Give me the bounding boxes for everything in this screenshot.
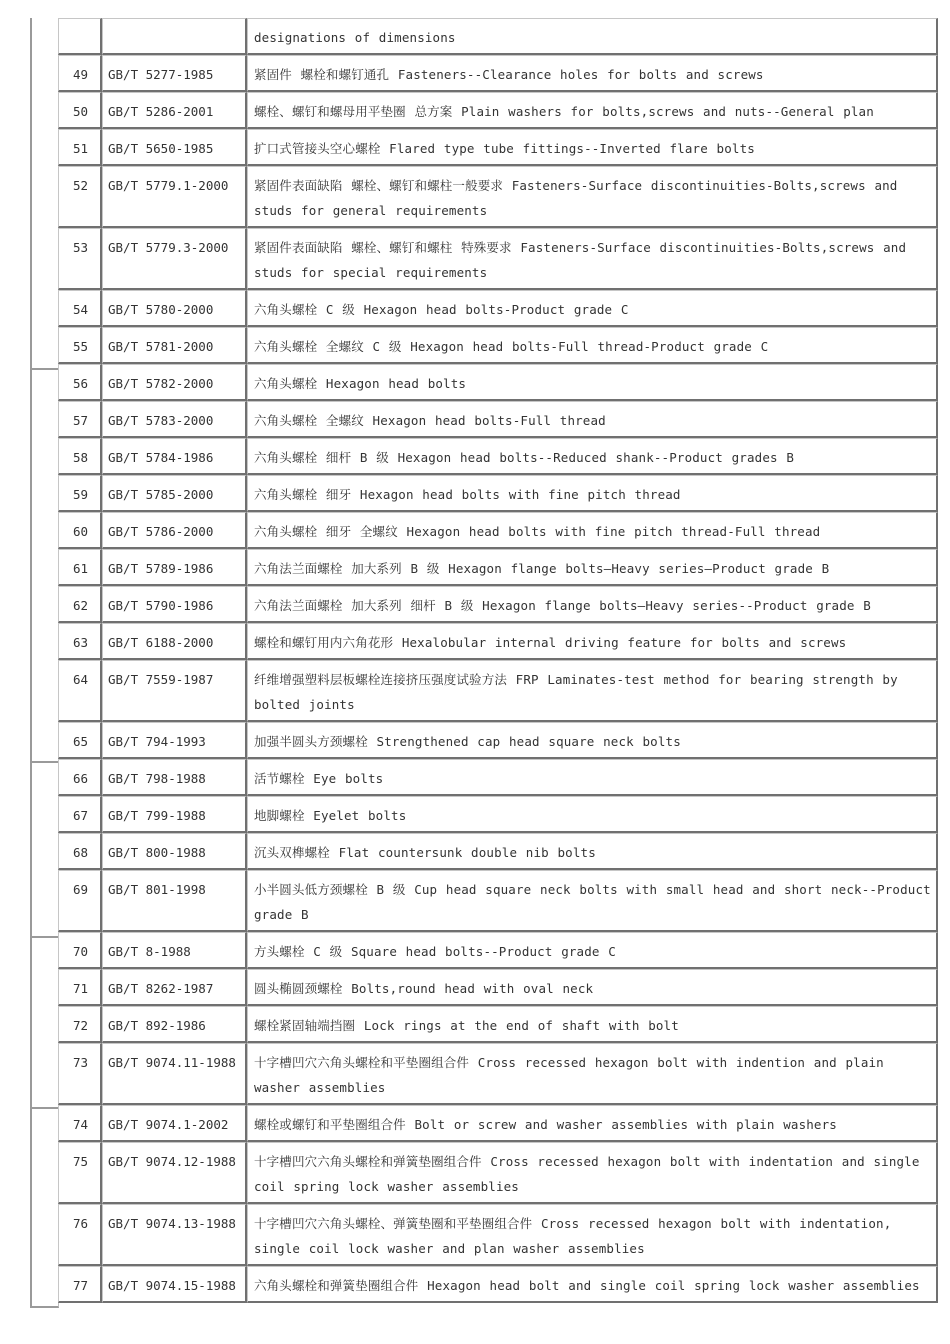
standard-code-cell <box>102 660 247 722</box>
row-number: 65 <box>72 734 89 749</box>
standard-code-cell <box>102 969 247 1006</box>
row-number <box>59 19 100 34</box>
row-number: 62 <box>72 598 89 613</box>
standard-title-cell <box>247 623 938 660</box>
standard-code: GB/T 6188-2000 <box>108 635 214 650</box>
standards-table <box>58 18 938 1303</box>
standard-title-cell <box>247 586 938 623</box>
standard-title-cell <box>247 759 938 796</box>
gutter-divider <box>30 761 58 763</box>
standard-title-cell <box>247 1204 938 1266</box>
row-number: 60 <box>72 524 89 539</box>
standard-title: 六角法兰面螺栓 加大系列 B 级 Hexagon flange bolts—Heavy series—Product grade B <box>254 561 830 576</box>
row-number: 68 <box>72 845 89 860</box>
row-number-cell <box>58 166 102 228</box>
row-number-cell <box>58 401 102 438</box>
table-row <box>58 969 938 1006</box>
standard-title: 六角头螺栓 C 级 Hexagon head bolts-Product grade C <box>254 302 629 317</box>
row-number: 63 <box>72 635 89 650</box>
standard-code: GB/T 9074.13-1988 <box>108 1216 236 1231</box>
table-row <box>58 1266 938 1303</box>
row-number-cell <box>58 55 102 92</box>
standard-code-cell <box>102 55 247 92</box>
standard-code-cell <box>102 1266 247 1303</box>
row-number: 58 <box>72 450 89 465</box>
standard-code: GB/T 9074.11-1988 <box>108 1055 236 1070</box>
row-number-cell <box>58 1266 102 1303</box>
gutter-divider <box>30 368 58 370</box>
row-number-cell <box>58 1204 102 1266</box>
standard-code-cell <box>102 1006 247 1043</box>
standard-title: 紧固件表面缺陷 螺栓、螺钉和螺柱 特殊要求 Fasteners-Surface discontinuities-Bolts,screws and studs for special requirements <box>254 240 907 280</box>
standard-code: GB/T 799-1988 <box>108 808 206 823</box>
standard-code: GB/T 5650-1985 <box>108 141 214 156</box>
standard-title: 六角头螺栓 细杆 B 级 Hexagon head bolts--Reduced shank--Product grades B <box>254 450 795 465</box>
row-number-cell <box>58 129 102 166</box>
row-number-cell <box>58 92 102 129</box>
standard-title-cell <box>247 1006 938 1043</box>
row-number: 57 <box>72 413 89 428</box>
table-row <box>58 166 938 228</box>
standard-code-cell <box>102 932 247 969</box>
standard-code-cell <box>102 92 247 129</box>
row-number-cell <box>58 327 102 364</box>
standard-code-cell <box>102 129 247 166</box>
row-number-cell <box>58 1006 102 1043</box>
standard-title: 六角头螺栓 Hexagon head bolts <box>254 376 467 391</box>
row-number: 50 <box>72 104 89 119</box>
row-number: 69 <box>72 882 89 897</box>
table-row <box>58 586 938 623</box>
standard-code <box>103 19 245 34</box>
standard-code: GB/T 798-1988 <box>108 771 206 786</box>
standard-code: GB/T 794-1993 <box>108 734 206 749</box>
standard-code: GB/T 8262-1987 <box>108 981 214 996</box>
standard-code-cell <box>102 1105 247 1142</box>
standard-title-cell <box>247 932 938 969</box>
table-row <box>58 228 938 290</box>
row-number-cell <box>58 1043 102 1105</box>
standard-title: 螺栓或螺钉和平垫圈组合件 Bolt or screw and washer assemblies with plain washers <box>254 1117 837 1132</box>
standard-title: 螺栓和螺钉用内六角花形 Hexalobular internal driving feature for bolts and screws <box>254 635 847 650</box>
standard-title: designations of dimensions <box>254 30 456 45</box>
table-row <box>58 290 938 327</box>
standard-code-cell <box>102 833 247 870</box>
row-number: 75 <box>72 1154 89 1169</box>
table-row <box>58 327 938 364</box>
standard-code: GB/T 5782-2000 <box>108 376 214 391</box>
table-row <box>58 1142 938 1204</box>
standard-code-cell <box>102 166 247 228</box>
row-number-cell <box>58 512 102 549</box>
row-number-cell <box>58 833 102 870</box>
standard-code: GB/T 8-1988 <box>108 944 191 959</box>
standard-title-cell <box>247 660 938 722</box>
row-number: 70 <box>72 944 89 959</box>
standard-code: GB/T 5779.1-2000 <box>108 178 229 193</box>
row-number-cell <box>58 549 102 586</box>
standard-title-cell <box>247 228 938 290</box>
row-number-cell <box>58 759 102 796</box>
table-row <box>58 475 938 512</box>
table-row <box>58 623 938 660</box>
standard-code: GB/T 5785-2000 <box>108 487 214 502</box>
standard-code-cell <box>102 327 247 364</box>
standard-title: 紧固件表面缺陷 螺栓、螺钉和螺柱一般要求 Fasteners-Surface discontinuities-Bolts,screws and studs for general requirements <box>254 178 898 218</box>
standard-title: 六角头螺栓 细牙 全螺纹 Hexagon head bolts with fine pitch thread-Full thread <box>254 524 821 539</box>
standard-code: GB/T 9074.15-1988 <box>108 1278 236 1293</box>
standard-title-cell <box>247 796 938 833</box>
row-number-cell <box>58 1142 102 1204</box>
table-row <box>58 660 938 722</box>
standard-title-cell <box>247 1142 938 1204</box>
gutter-divider <box>30 936 58 938</box>
standard-title: 十字槽凹穴六角头螺栓和平垫圈组合件 Cross recessed hexagon bolt with indention and plain washer assemblies <box>254 1055 884 1095</box>
standard-title: 沉头双榫螺栓 Flat countersunk double nib bolts <box>254 845 596 860</box>
row-number: 76 <box>72 1216 89 1231</box>
standard-title-cell <box>247 549 938 586</box>
row-number-cell <box>58 932 102 969</box>
table-row <box>58 512 938 549</box>
table-row <box>58 129 938 166</box>
row-number-cell <box>58 623 102 660</box>
standard-title-cell <box>247 18 938 55</box>
standard-code: GB/T 5286-2001 <box>108 104 214 119</box>
standard-title: 纤维增强塑料层板螺栓连接挤压强度试验方法 FRP Laminates-test method for bearing strength by bolted joints <box>254 672 898 712</box>
standard-code-cell <box>102 1204 247 1266</box>
row-number-cell <box>58 290 102 327</box>
standard-code: GB/T 5790-1986 <box>108 598 214 613</box>
row-number-cell <box>58 438 102 475</box>
standard-code-cell <box>102 364 247 401</box>
standard-title-cell <box>247 92 938 129</box>
standard-code: GB/T 7559-1987 <box>108 672 214 687</box>
standard-title: 十字槽凹穴六角头螺栓和弹簧垫圈组合件 Cross recessed hexagon bolt with indentation and single coil spring lock washer assemblies <box>254 1154 920 1194</box>
standard-title: 十字槽凹穴六角头螺栓、弹簧垫圈和平垫圈组合件 Cross recessed hexagon bolt with indentation, single coil lock washer and plan washer assemblies <box>254 1216 892 1256</box>
standard-title-cell <box>247 969 938 1006</box>
standard-code-cell <box>102 1142 247 1204</box>
table-row <box>58 870 938 932</box>
row-number: 56 <box>72 376 89 391</box>
standard-title: 六角头螺栓 细牙 Hexagon head bolts with fine pitch thread <box>254 487 681 502</box>
standard-title-cell <box>247 1266 938 1303</box>
standard-title-cell <box>247 870 938 932</box>
standard-title: 六角头螺栓 全螺纹 C 级 Hexagon head bolts-Full thread-Product grade C <box>254 339 769 354</box>
standard-code: GB/T 5780-2000 <box>108 302 214 317</box>
row-number: 52 <box>72 178 89 193</box>
row-number-cell <box>58 796 102 833</box>
standard-code: GB/T 5779.3-2000 <box>108 240 229 255</box>
table-row <box>58 438 938 475</box>
table-row <box>58 1043 938 1105</box>
standard-title-cell <box>247 327 938 364</box>
row-number: 77 <box>72 1278 89 1293</box>
table-row <box>58 1204 938 1266</box>
standard-title-cell <box>247 129 938 166</box>
standard-code-cell <box>102 870 247 932</box>
row-number-cell <box>58 228 102 290</box>
row-number: 64 <box>72 672 89 687</box>
table-row <box>58 18 938 55</box>
standard-title-cell <box>247 1105 938 1142</box>
standard-code: GB/T 5783-2000 <box>108 413 214 428</box>
standard-code-cell <box>102 722 247 759</box>
row-number-cell <box>58 364 102 401</box>
standard-code-cell <box>102 401 247 438</box>
standard-title-cell <box>247 833 938 870</box>
row-number: 67 <box>72 808 89 823</box>
standard-title-cell <box>247 722 938 759</box>
row-number: 71 <box>72 981 89 996</box>
standard-title-cell <box>247 166 938 228</box>
row-number-cell <box>58 870 102 932</box>
row-number: 66 <box>72 771 89 786</box>
table-row <box>58 1006 938 1043</box>
standard-code: GB/T 892-1986 <box>108 1018 206 1033</box>
row-number-cell <box>58 722 102 759</box>
standard-code: GB/T 5789-1986 <box>108 561 214 576</box>
row-number: 49 <box>72 67 89 82</box>
standard-title-cell <box>247 401 938 438</box>
table-row <box>58 932 938 969</box>
standard-code-cell <box>102 438 247 475</box>
standard-code-cell <box>102 475 247 512</box>
standard-title-cell <box>247 1043 938 1105</box>
standard-title: 六角头螺栓和弹簧垫圈组合件 Hexagon head bolt and single coil spring lock washer assemblies <box>254 1278 920 1293</box>
standard-title-cell <box>247 55 938 92</box>
standard-code-cell <box>102 586 247 623</box>
standard-title-cell <box>247 290 938 327</box>
table-row <box>58 364 938 401</box>
standard-code-cell <box>102 18 247 55</box>
standard-code-cell <box>102 759 247 796</box>
standard-title: 紧固件 螺栓和螺钉通孔 Fasteners--Clearance holes for bolts and screws <box>254 67 764 82</box>
row-number: 72 <box>72 1018 89 1033</box>
standard-code-cell <box>102 623 247 660</box>
standard-code-cell <box>102 512 247 549</box>
standard-title: 圆头椭圆颈螺栓 Bolts,round head with oval neck <box>254 981 594 996</box>
standard-title: 六角法兰面螺栓 加大系列 细杆 B 级 Hexagon flange bolts—Heavy series--Product grade B <box>254 598 871 613</box>
row-number: 61 <box>72 561 89 576</box>
standard-code: GB/T 9074.12-1988 <box>108 1154 236 1169</box>
table-row <box>58 55 938 92</box>
table-row <box>58 759 938 796</box>
table-row <box>58 401 938 438</box>
row-number: 55 <box>72 339 89 354</box>
standard-title: 地脚螺栓 Eyelet bolts <box>254 808 407 823</box>
standard-title: 方头螺栓 C 级 Square head bolts--Product grade C <box>254 944 616 959</box>
table-row <box>58 92 938 129</box>
standard-code: GB/T 5781-2000 <box>108 339 214 354</box>
standard-title: 加强半圆头方颈螺栓 Strengthened cap head square neck bolts <box>254 734 681 749</box>
table-row <box>58 549 938 586</box>
table-row <box>58 1105 938 1142</box>
row-number: 53 <box>72 240 89 255</box>
row-number: 51 <box>72 141 89 156</box>
table-row <box>58 796 938 833</box>
standard-code: GB/T 5786-2000 <box>108 524 214 539</box>
row-number-cell <box>58 969 102 1006</box>
standard-code-cell <box>102 549 247 586</box>
standard-code: GB/T 800-1988 <box>108 845 206 860</box>
standard-title: 螺栓、螺钉和螺母用平垫圈 总方案 Plain washers for bolts,screws and nuts--General plan <box>254 104 874 119</box>
standard-title-cell <box>247 438 938 475</box>
standard-code-cell <box>102 1043 247 1105</box>
row-number: 74 <box>72 1117 89 1132</box>
standard-code-cell <box>102 796 247 833</box>
standard-code: GB/T 5277-1985 <box>108 67 214 82</box>
standards-table-sheet <box>30 18 938 1306</box>
left-gutter-column <box>30 18 59 1308</box>
standard-code: GB/T 9074.1-2002 <box>108 1117 229 1132</box>
row-number-cell <box>58 1105 102 1142</box>
row-number: 73 <box>72 1055 89 1070</box>
standard-code-cell <box>102 228 247 290</box>
standard-title: 六角头螺栓 全螺纹 Hexagon head bolts-Full thread <box>254 413 606 428</box>
standard-title-cell <box>247 364 938 401</box>
table-row <box>58 833 938 870</box>
standard-code-cell <box>102 290 247 327</box>
standard-title: 扩口式管接头空心螺栓 Flared type tube fittings--Inverted flare bolts <box>254 141 755 156</box>
standard-title: 活节螺栓 Eye bolts <box>254 771 384 786</box>
row-number-cell <box>58 660 102 722</box>
standard-title: 螺栓紧固轴端挡圈 Lock rings at the end of shaft with bolt <box>254 1018 679 1033</box>
standard-code: GB/T 5784-1986 <box>108 450 214 465</box>
gutter-divider <box>30 1107 58 1109</box>
row-number-cell <box>58 475 102 512</box>
row-number: 59 <box>72 487 89 502</box>
standard-title-cell <box>247 475 938 512</box>
table-row <box>58 722 938 759</box>
standard-title: 小半圆头低方颈螺栓 B 级 Cup head square neck bolts with small head and short neck--Product grade B <box>254 882 931 922</box>
row-number-cell <box>58 586 102 623</box>
standard-code: GB/T 801-1998 <box>108 882 206 897</box>
standard-title-cell <box>247 512 938 549</box>
row-number: 54 <box>72 302 89 317</box>
row-number-cell <box>58 18 102 55</box>
